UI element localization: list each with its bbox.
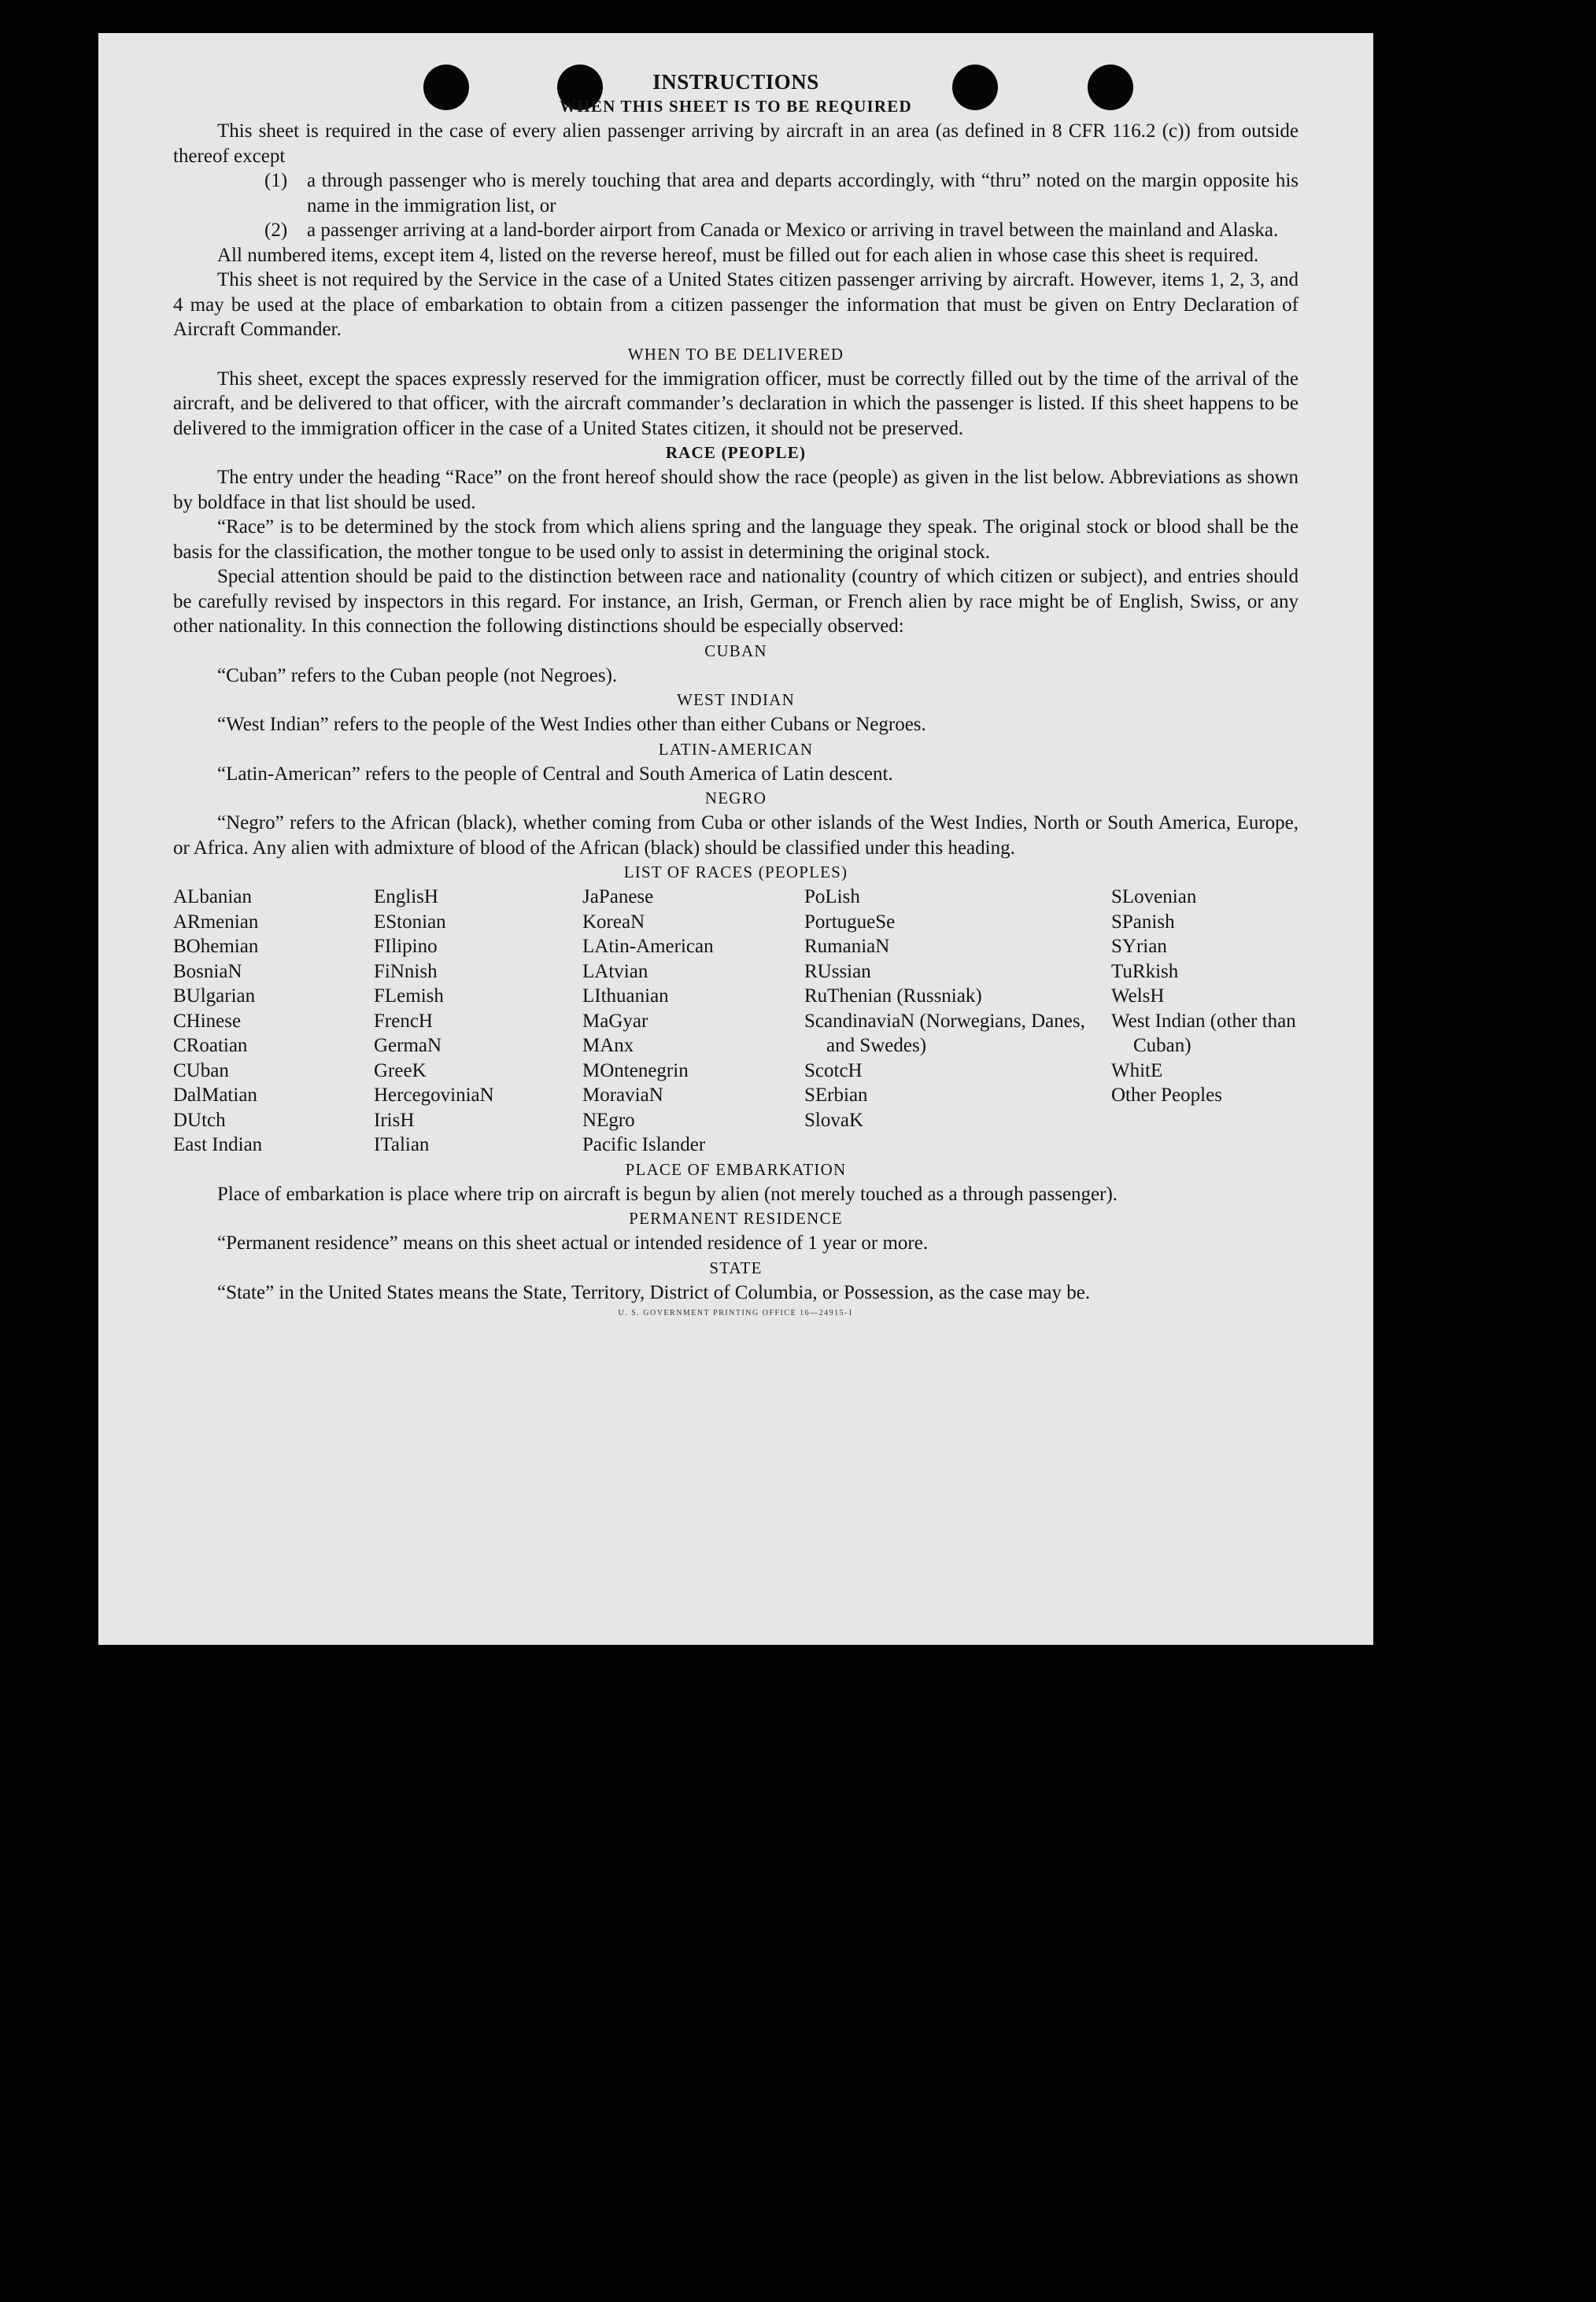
race-item: GreeK: [374, 1059, 427, 1081]
paragraph: “Latin-American” refers to the people of Central and South America of Latin descent.: [217, 763, 893, 785]
race-item: BUlgarian: [173, 985, 256, 1007]
race-item: FiNnish: [374, 960, 438, 982]
paragraph: This sheet is not required by the Service in the case of a United States citizen passenger arriving by aircraft. However, items 1, 2, 3, and 4 may be used at the place of embarkation to obtain from a citizen passenger the information that must be given on Entry Declaration of Aircraft Commander.: [173, 269, 1299, 340]
paragraph: This sheet is required in the case of every alien passenger arriving by aircraft in an area (as defined in 8 CFR 116.2 (c)) from outside thereof except: [173, 120, 1299, 167]
races-column: [173, 885, 374, 1158]
race-item: PortugueSe: [804, 911, 896, 933]
page-title: INSTRUCTIONS: [652, 70, 819, 94]
race-item: GermaN: [374, 1035, 442, 1056]
paragraph: All numbered items, except item 4, listed on the reverse hereof, must be filled out for each alien in whose case this sheet is required.: [217, 244, 1259, 266]
races-column: [374, 885, 582, 1158]
race-item: HercegoviniaN: [374, 1084, 494, 1106]
paragraph: Special attention should be paid to the distinction between race and nationality (country of which citizen or subject), and entries should be carefully revised by inspectors in this regard. For instance, an Irish, German, or French alien by race might be of English, Swiss, or any other nationality. In this connection the following distinctions should be especially observed:: [173, 566, 1299, 637]
list-item: [173, 218, 1299, 243]
race-item: West Indian (other than Cuban): [1111, 1010, 1296, 1056]
race-item: KoreaN: [582, 911, 645, 933]
race-item: MAnx: [582, 1035, 634, 1056]
race-item: ARmenian: [173, 911, 259, 933]
section-heading: CUBAN: [704, 641, 767, 660]
race-item: MOntenegrin: [582, 1059, 689, 1081]
race-item: RUssian: [804, 960, 871, 982]
race-item: ALbanian: [173, 886, 252, 907]
section-heading: RACE (PEOPLE): [665, 443, 807, 462]
races-list: [173, 885, 1299, 1158]
race-item: FrencH: [374, 1010, 433, 1032]
section-heading: LATIN-AMERICAN: [658, 739, 814, 759]
item-number: (1): [264, 170, 288, 191]
paragraph: “Negro” refers to the African (black), whether coming from Cuba or other islands of the West Indies, North or South America, Europe, or Africa. Any alien with admixture of blood of the African (black) should be classified under this heading.: [173, 812, 1299, 859]
paragraph: “Permanent residence” means on this sheet actual or intended residence of 1 year or more.: [217, 1232, 929, 1254]
race-item: Pacific Islander: [582, 1134, 706, 1155]
paragraph: “Cuban” refers to the Cuban people (not Negroes).: [217, 664, 618, 686]
section-heading: PLACE OF EMBARKATION: [625, 1159, 847, 1179]
list-item: [173, 168, 1299, 218]
item-text: a through passenger who is merely touching that area and departs accordingly, with “thru” noted on the margin opposite his name in the immigration list, or: [307, 170, 1299, 216]
race-item: SPanish: [1111, 911, 1175, 933]
race-item: BOhemian: [173, 936, 259, 957]
race-item: IrisH: [374, 1109, 415, 1131]
race-item: EStonian: [374, 911, 446, 933]
race-item: RumaniaN: [804, 936, 890, 957]
paragraph: “Race” is to be determined by the stock from which aliens spring and the language they speak. The original stock or blood shall be the basis for the classification, the mother tongue to be used only to assist in determining the original stock.: [173, 516, 1299, 563]
race-item: ScotcH: [804, 1059, 863, 1081]
section-heading: WHEN THIS SHEET IS TO BE REQUIRED: [560, 97, 912, 116]
paragraph: Place of embarkation is place where trip on aircraft is begun by alien (not merely touched as a through passenger).: [217, 1183, 1118, 1205]
race-item: TuRkish: [1111, 960, 1179, 982]
race-item: MoraviaN: [582, 1084, 663, 1106]
race-item: EnglisH: [374, 886, 438, 907]
race-item: SlovaK: [804, 1109, 863, 1131]
races-column: [582, 885, 804, 1158]
race-item: LIthuanian: [582, 985, 669, 1007]
race-item: SLovenian: [1111, 886, 1197, 907]
section-heading: WHEN TO BE DELIVERED: [627, 344, 844, 364]
race-item: BosniaN: [173, 960, 242, 982]
race-item: RuThenian (Russniak): [804, 985, 982, 1007]
races-column: [1111, 885, 1299, 1158]
race-item: Other Peoples: [1111, 1084, 1222, 1106]
paragraph: This sheet, except the spaces expressly reserved for the immigration officer, must be correctly filled out by the time of the arrival of the aircraft, and be delivered to that officer, with the aircraft commander’s declaration in which the passenger is listed. If this sheet happens to be delivered to the immigration officer in the case of a United States citizen, it should not be preserved.: [173, 368, 1299, 439]
section-heading: LIST OF RACES (PEOPLES): [623, 863, 848, 881]
race-item: SYrian: [1111, 936, 1167, 957]
paragraph: “West Indian” refers to the people of the West Indies other than either Cubans or Negroes.: [217, 714, 926, 735]
race-item: LAtin-American: [582, 936, 714, 957]
race-item: MaGyar: [582, 1010, 648, 1032]
section-heading: NEGRO: [704, 789, 767, 807]
section-heading: STATE: [709, 1258, 763, 1277]
instructions-text: [173, 69, 1299, 1319]
race-item: East Indian: [173, 1134, 263, 1155]
item-text: a passenger arriving at a land-border airport from Canada or Mexico or arriving in travel between the mainland and Alaska.: [307, 220, 1279, 241]
printer-imprint: U. S. GOVERNMENT PRINTING OFFICE 16—24915-1: [618, 1309, 854, 1317]
race-item: FIlipino: [374, 936, 438, 957]
race-item: WhitE: [1111, 1059, 1163, 1081]
paragraph: “State” in the United States means the State, Territory, District of Columbia, or Possession, as the case may be.: [217, 1281, 1091, 1303]
instruction-sheet: [98, 33, 1373, 1645]
race-item: SErbian: [804, 1084, 868, 1106]
race-item: ScandinaviaN (Norwegians, Danes, and Swedes): [804, 1010, 1085, 1056]
race-item: CUban: [173, 1059, 229, 1081]
race-item: CRoatian: [173, 1035, 248, 1056]
paragraph: The entry under the heading “Race” on the front hereof should show the race (people) as given in the list below. Abbreviations as shown by boldface in that list should be used.: [173, 467, 1299, 513]
race-item: WelsH: [1111, 985, 1165, 1007]
race-item: JaPanese: [582, 886, 654, 907]
race-item: ITalian: [374, 1134, 430, 1155]
item-number: (2): [264, 220, 288, 241]
race-item: CHinese: [173, 1010, 242, 1032]
race-item: FLemish: [374, 985, 444, 1007]
race-item: NEgro: [582, 1109, 635, 1131]
section-heading: PERMANENT RESIDENCE: [629, 1209, 843, 1228]
race-item: DUtch: [173, 1109, 226, 1131]
races-column: [804, 885, 1111, 1158]
race-item: LAtvian: [582, 960, 648, 982]
section-heading: WEST INDIAN: [677, 690, 795, 709]
race-item: PoLish: [804, 886, 860, 907]
race-item: DalMatian: [173, 1084, 257, 1106]
